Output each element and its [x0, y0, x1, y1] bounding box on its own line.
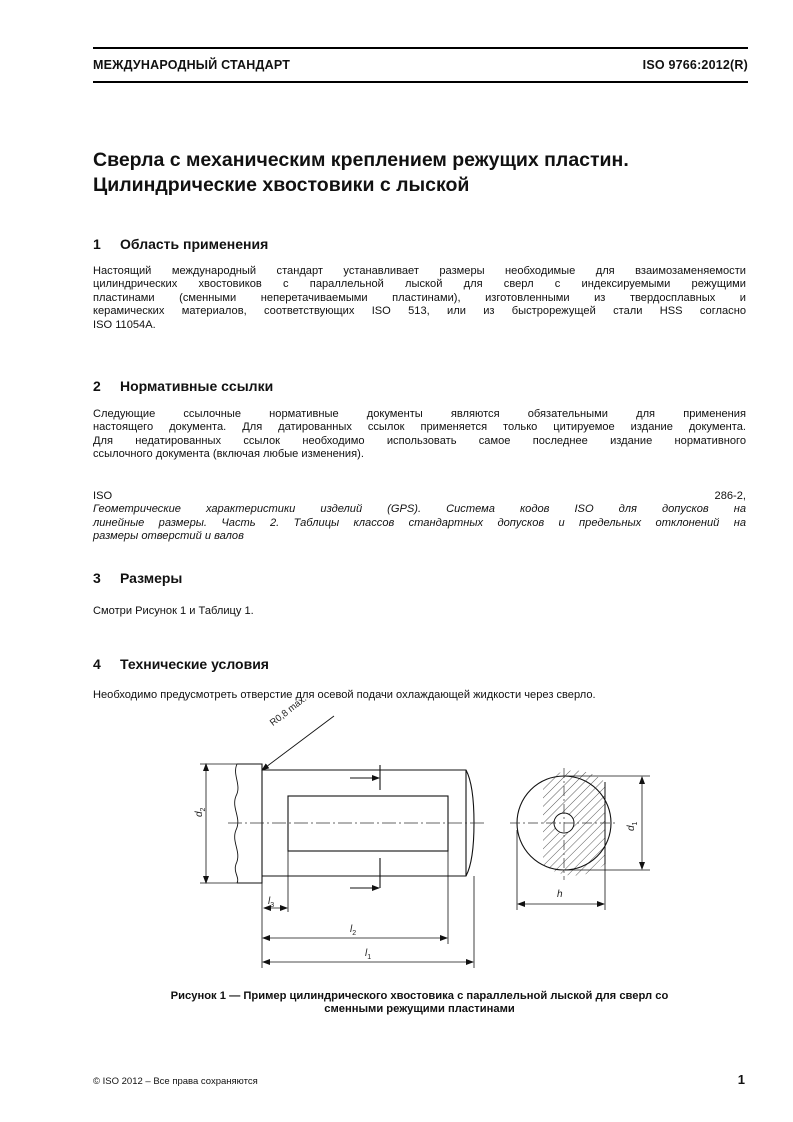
dim-l3 — [262, 851, 288, 968]
label-l2: $l_2$ — [350, 924, 357, 937]
label-d2: $d_2$ — [194, 807, 207, 817]
caption-line: Рисунок 1 — Пример цилиндрического хвостовика с параллельной лыской для сверл со — [170, 990, 669, 1002]
section-number: 2 — [93, 378, 101, 394]
section-title: Область применения — [120, 236, 269, 252]
label-radius: R0,8 max. — [268, 693, 309, 729]
figure-caption — [93, 990, 746, 1017]
section-number: 3 — [93, 570, 101, 586]
flat-outline — [288, 796, 448, 851]
side-view — [235, 716, 474, 888]
reference-title: Геометрические характеристики изделий (GPS). Система кодов ISO для допусков на — [93, 503, 746, 516]
dim-d2 — [200, 764, 237, 883]
reference-code: ISO 286-2, — [93, 490, 746, 502]
label-l1: $l_1$ — [365, 948, 372, 961]
collar-outline — [237, 764, 262, 883]
header-standard-number: ISO 9766:2012(R) — [642, 58, 748, 72]
footer-copyright: © ISO 2012 – Все права сохраняются — [93, 1076, 258, 1087]
end-view — [510, 768, 618, 880]
page-number: 1 — [737, 1072, 745, 1087]
page-title-line: Цилиндрические хвостовики с лыской — [93, 174, 470, 196]
paragraph-line: ISO 11054A. — [93, 318, 156, 331]
paragraph-line: Настоящий международный стандарт устанавливает размеры необходимые для взаимозаменяемости — [93, 265, 746, 277]
paragraph-line: Необходимо предусмотреть отверстие для осевой подачи охлаждающей жидкости через сверло. — [93, 689, 596, 701]
paragraph-line: настоящего документа. Для датированных ссылок применяется только цитируемое издание документа. — [93, 421, 746, 434]
paragraph-line: ссылочного документа (включая любые изменения). — [93, 448, 364, 461]
section-title: Технические условия — [120, 656, 269, 672]
section-number: 1 — [93, 236, 101, 252]
reference-title: линейные размеры. Часть 2. Таблицы классов стандартных допусков и предельных отклонений на — [93, 516, 746, 529]
paragraph-line: пластинами (сменными неперетачиваемыми пластинами), изготовленными из твердосплавных и — [93, 291, 746, 304]
paragraph-line: Следующие ссылочные нормативные документы являются обязательными для применения — [93, 408, 746, 420]
page-title-line: Сверла с механическим креплением режущих пластин. — [93, 149, 629, 171]
label-d1: $d_1$ — [626, 821, 639, 831]
break-line — [235, 764, 238, 883]
paragraph-line: керамических материалов, соответствующих ISO 513, или из быстрорежущей стали HSS согласно — [93, 305, 746, 318]
label-h: h — [557, 889, 563, 900]
section-title: Размеры — [120, 570, 183, 586]
paragraph-line: Для недатированных ссылок необходимо использовать самое последнее издание нормативного — [93, 434, 746, 447]
paragraph-line: Смотри Рисунок 1 и Таблицу 1. — [93, 605, 254, 617]
section-title: Нормативные ссылки — [120, 378, 274, 394]
label-l3: $l_3$ — [268, 896, 275, 909]
paragraph-line: цилиндрических хвостовиков с параллельной лыской для сверл с индексируемыми режущими — [93, 278, 746, 291]
caption-line: сменными режущими пластинами — [324, 1003, 515, 1016]
header-standard-type: МЕЖДУНАРОДНЫЙ СТАНДАРТ — [93, 58, 291, 72]
reference-title: размеры отверстий и валов — [93, 530, 244, 543]
section-number: 4 — [93, 656, 101, 672]
